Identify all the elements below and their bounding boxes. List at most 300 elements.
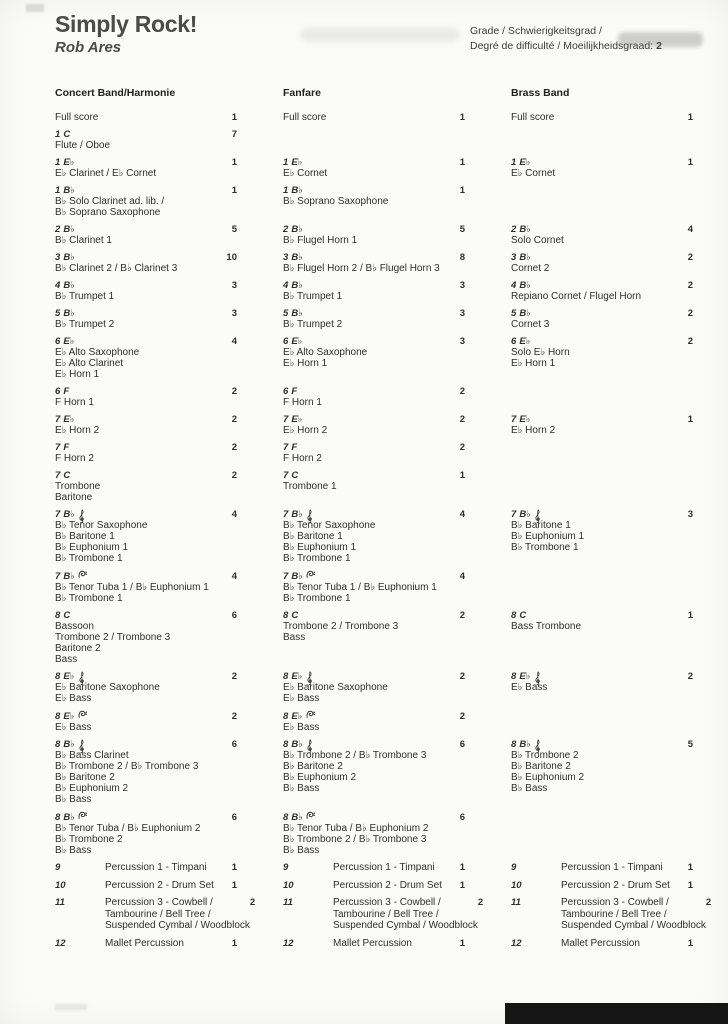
part-entry <box>283 509 465 564</box>
part-code-line <box>55 157 237 168</box>
part-entry <box>283 386 465 408</box>
part-label: Full score <box>283 112 327 123</box>
part-code-line <box>55 470 237 481</box>
part-code: 8 B♭ <box>55 739 76 750</box>
grade-block <box>470 24 715 54</box>
part-entry <box>55 252 237 274</box>
part-code-line <box>511 280 693 291</box>
quantity: 8 <box>459 252 465 263</box>
instrument-line: Solo Cornet <box>511 235 564 246</box>
percussion-name <box>333 880 460 892</box>
part-code-line <box>511 157 693 168</box>
instrument-line: E♭ Alto Saxophone <box>55 347 140 358</box>
part-code: 8 C <box>283 610 299 621</box>
instrument-line: B♭ Tenor Saxophone <box>283 520 376 531</box>
percussion-name-line: Mallet Percussion <box>561 937 640 949</box>
part-entry <box>511 414 693 436</box>
column-header: Concert Band/Harmonie <box>55 87 176 99</box>
part-code: 6 F <box>55 386 70 397</box>
instrument-line: Repiano Cornet / Flugel Horn <box>511 291 642 302</box>
instrument-line: B♭ Trombone 2 / B♭ Trombone 3 <box>283 834 427 845</box>
percussion-name-line: Tambourine / Bell Tree / <box>333 908 439 920</box>
part-entry <box>55 739 237 805</box>
percussion-name-line: Percussion 3 - Cowbell / <box>561 897 669 908</box>
instrument-line: Trombone 2 / Trombone 3 <box>55 632 171 643</box>
percussion-entry <box>511 938 693 950</box>
grade-label-line2: Degré de difficulté / Moeilijkheidsgraad: 2 <box>470 40 662 52</box>
part-code-line <box>283 414 465 425</box>
part-entry <box>511 336 693 369</box>
part-code: 8 E♭ <box>55 671 75 682</box>
part-code-line <box>55 129 237 140</box>
percussion-entry <box>511 880 693 892</box>
part-entry <box>55 710 237 733</box>
instrument-line: B♭ Baritone 1 <box>511 520 571 531</box>
part-entry <box>283 442 465 464</box>
part-code: 6 E♭ <box>511 336 531 347</box>
percussion-number: 11 <box>55 897 65 908</box>
instrument-line: B♭ Trombone 2 / B♭ Trombone 3 <box>283 750 427 761</box>
instrument-line: E♭ Horn 1 <box>55 369 100 380</box>
instrument-line: B♭ Flugel Horn 1 <box>283 235 358 246</box>
part-entry <box>55 112 237 123</box>
percussion-entry <box>283 862 465 874</box>
instrument-line: Trombone 1 <box>283 481 337 492</box>
instrument-line: E♭ Horn 2 <box>55 425 100 436</box>
instrument-line: B♭ Euphonium 2 <box>283 772 357 783</box>
part-code: 8 E♭ <box>283 711 303 722</box>
part-code-line <box>511 308 693 319</box>
instrument-line: B♭ Bass <box>55 845 92 856</box>
part-entry <box>511 610 693 632</box>
part-code: 7 C <box>55 470 71 481</box>
instrument-line: E♭ Bass <box>55 722 92 733</box>
part-code: 7 E♭ <box>283 414 303 425</box>
part-code-line <box>55 610 237 621</box>
percussion-name <box>105 862 232 874</box>
part-entry <box>511 671 693 693</box>
quantity: 4 <box>231 509 237 520</box>
percussion-name-line: Suspended Cymbal / Woodblock <box>105 920 250 931</box>
part-code: 1 E♭ <box>283 157 303 168</box>
percussion-name-line: Suspended Cymbal / Woodblock <box>333 920 478 931</box>
percussion-name-line: Percussion 3 - Cowbell / <box>333 897 441 908</box>
part-code-line <box>283 442 465 453</box>
part-code-line <box>55 811 237 823</box>
part-entry <box>55 470 237 503</box>
percussion-name-line: Percussion 2 - Drum Set <box>561 879 670 891</box>
instrument-line: B♭ Bass <box>55 794 92 805</box>
bass-clef-icon <box>306 570 315 579</box>
part-code-line <box>283 157 465 168</box>
part-entry <box>511 224 693 246</box>
percussion-name <box>105 938 232 950</box>
part-code-line <box>55 671 237 682</box>
instrument-line: E♭ Bass <box>283 722 320 733</box>
quantity: 4 <box>459 509 465 520</box>
quantity: 1 <box>231 157 237 168</box>
quantity: 5 <box>459 224 465 235</box>
bass-clef-icon <box>78 710 87 719</box>
quantity: 3 <box>687 509 693 520</box>
part-entry <box>55 185 237 218</box>
part-code: 7 C <box>283 470 299 481</box>
instrument-line: E♭ Clarinet / E♭ Cornet <box>55 168 157 179</box>
instrument-line: B♭ Clarinet 1 <box>55 235 112 246</box>
quantity: 2 <box>459 610 465 621</box>
part-code-line <box>283 185 465 196</box>
scan-smudge <box>300 28 460 42</box>
quantity: 3 <box>231 308 237 319</box>
part-code-line <box>283 252 465 263</box>
instrument-line: E♭ Bass <box>55 693 92 704</box>
part-code: 4 B♭ <box>283 280 304 291</box>
quantity: 2 <box>231 386 237 397</box>
bass-clef-icon <box>306 811 315 820</box>
scan-black-bar <box>505 1003 728 1024</box>
instrument-line: E♭ Alto Clarinet <box>55 358 124 369</box>
percussion-number: 9 <box>283 862 289 873</box>
percussion-name <box>561 897 706 932</box>
grade-value: 2 <box>656 40 662 52</box>
part-code: 1 B♭ <box>55 185 76 196</box>
instrument-line: B♭ Trombone 1 <box>55 553 123 564</box>
quantity: 2 <box>687 336 693 347</box>
part-entry <box>283 811 465 856</box>
quantity: 1 <box>231 112 237 123</box>
instrument-line: Cornet 2 <box>511 263 550 274</box>
bass-clef-icon <box>306 710 315 719</box>
quantity: 6 <box>459 812 465 823</box>
instrument-line: E♭ Bass <box>511 682 548 693</box>
part-code: 4 B♭ <box>511 280 532 291</box>
percussion-name <box>561 880 688 892</box>
instrument-line: E♭ Horn 2 <box>283 425 328 436</box>
quantity: 1 <box>687 937 693 949</box>
part-code: 7 B♭ <box>55 571 76 582</box>
instrument-line: B♭ Bass Clarinet <box>55 750 129 761</box>
quantity: 6 <box>231 812 237 823</box>
page-title: Simply Rock! <box>55 11 198 37</box>
part-code-line <box>283 671 465 682</box>
instrument-line: E♭ Horn 2 <box>511 425 556 436</box>
percussion-number: 10 <box>283 879 294 891</box>
column-header: Fanfare <box>283 87 321 99</box>
composer-name: Rob Ares <box>55 39 122 57</box>
quantity: 2 <box>687 252 693 263</box>
column-header: Brass Band <box>511 87 570 99</box>
instrument-line: B♭ Baritone 2 <box>511 761 571 772</box>
part-entry <box>283 157 465 179</box>
part-code-line <box>55 308 237 319</box>
quantity: 2 <box>249 897 256 908</box>
instrument-line: B♭ Trumpet 2 <box>283 319 343 330</box>
part-code: 7 B♭ <box>55 509 76 520</box>
percussion-name-line: Percussion 3 - Cowbell / <box>105 897 213 908</box>
percussion-number: 12 <box>55 937 66 949</box>
percussion-entry <box>511 862 693 874</box>
percussion-name <box>333 897 478 932</box>
part-code-line <box>511 224 693 235</box>
scan-smudge <box>26 4 44 12</box>
part-code: 7 E♭ <box>511 414 531 425</box>
percussion-entry <box>283 938 465 950</box>
part-entry <box>55 509 237 564</box>
part-entry <box>55 129 237 151</box>
quantity: 1 <box>459 185 465 196</box>
instrument-line: E♭ Horn 1 <box>283 358 328 369</box>
quantity: 1 <box>687 879 693 891</box>
percussion-number: 9 <box>511 862 517 873</box>
instrument-line: B♭ Trombone 2 / B♭ Trombone 3 <box>55 761 199 772</box>
instrument-line: B♭ Flugel Horn 2 / B♭ Flugel Horn 3 <box>283 263 440 274</box>
part-code-line <box>283 112 465 123</box>
part-entry <box>511 509 693 553</box>
part-code-line <box>283 570 465 582</box>
part-entry <box>511 157 693 179</box>
part-code: 7 F <box>283 442 298 453</box>
quantity: 2 <box>231 671 237 682</box>
instrument-line: B♭ Baritone 2 <box>55 772 115 783</box>
quantity: 2 <box>459 671 465 682</box>
part-code-line <box>55 112 237 123</box>
part-entry <box>55 442 237 464</box>
instrument-line: Trombone <box>55 481 101 492</box>
part-code-line <box>283 509 465 520</box>
part-code: 7 B♭ <box>283 509 304 520</box>
part-code-line <box>283 280 465 291</box>
part-entry <box>283 671 465 704</box>
instrument-line: E♭ Cornet <box>511 168 556 179</box>
quantity: 1 <box>231 185 237 196</box>
quantity: 1 <box>231 879 237 891</box>
percussion-entry <box>55 938 237 950</box>
part-code-line <box>55 252 237 263</box>
instrument-line: B♭ Solo Clarinet ad. lib. / <box>55 196 165 207</box>
instrument-line: B♭ Trumpet 1 <box>55 291 115 302</box>
quantity: 2 <box>459 414 465 425</box>
part-code-line <box>283 811 465 823</box>
instrument-line: B♭ Baritone 2 <box>283 761 343 772</box>
part-entry <box>55 308 237 330</box>
quantity: 5 <box>687 739 693 750</box>
part-code: 7 B♭ <box>283 571 304 582</box>
part-label: Full score <box>55 112 99 123</box>
instrument-line: B♭ Soprano Saxophone <box>283 196 389 207</box>
part-code: 8 E♭ <box>283 671 303 682</box>
part-code-line <box>55 442 237 453</box>
quantity: 6 <box>459 739 465 750</box>
instrument-line: Bass <box>55 654 78 665</box>
instrument-line: B♭ Baritone 1 <box>283 531 343 542</box>
instrument-line: B♭ Clarinet 2 / B♭ Clarinet 3 <box>55 263 178 274</box>
instrument-line: B♭ Trombone 2 <box>511 750 579 761</box>
percussion-number: 12 <box>283 937 294 949</box>
part-code: 3 B♭ <box>55 252 76 263</box>
part-code-line <box>55 509 237 520</box>
part-code: 1 C <box>55 129 71 140</box>
instrument-line: B♭ Soprano Saxophone <box>55 207 161 218</box>
instrument-line: F Horn 2 <box>283 453 322 464</box>
quantity: 1 <box>687 112 693 123</box>
quantity: 1 <box>459 879 465 891</box>
part-code-line <box>283 336 465 347</box>
part-entry <box>283 224 465 246</box>
instrument-line: B♭ Trombone 1 <box>283 553 351 564</box>
quantity: 2 <box>705 897 712 908</box>
percussion-name <box>333 862 460 874</box>
percussion-number: 11 <box>283 897 293 908</box>
percussion-entry <box>283 880 465 892</box>
quantity: 2 <box>477 897 484 908</box>
instrument-line: B♭ Euphonium 1 <box>511 531 585 542</box>
quantity: 2 <box>231 470 237 481</box>
percussion-name-line: Mallet Percussion <box>105 937 184 949</box>
part-code-line <box>511 610 693 621</box>
instrument-line: B♭ Trumpet 1 <box>283 291 343 302</box>
part-entry <box>55 610 237 665</box>
percussion-entry <box>283 897 484 932</box>
part-code-line <box>55 386 237 397</box>
part-code-line <box>55 224 237 235</box>
quantity: 4 <box>687 224 693 235</box>
part-entry <box>283 280 465 302</box>
quantity: 6 <box>231 610 237 621</box>
part-code-line <box>55 336 237 347</box>
part-entry <box>55 280 237 302</box>
quantity: 1 <box>231 937 237 949</box>
part-entry <box>55 414 237 436</box>
grade-label-line1: Grade / Schwierigkeitsgrad / <box>470 25 602 37</box>
instrument-line: B♭ Bass <box>511 783 548 794</box>
percussion-number: 9 <box>55 862 61 873</box>
part-entry <box>283 336 465 369</box>
part-entry <box>511 280 693 302</box>
instrument-line: Bass <box>283 632 306 643</box>
quantity: 2 <box>231 442 237 453</box>
instrument-line: Baritone 2 <box>55 643 101 654</box>
title-block <box>55 12 197 56</box>
part-entry <box>55 570 237 604</box>
quantity: 7 <box>231 129 237 140</box>
quantity: 2 <box>231 711 237 722</box>
quantity: 10 <box>226 252 237 263</box>
percussion-number: 10 <box>55 879 66 891</box>
part-code-line <box>511 671 693 682</box>
part-code: 5 B♭ <box>511 308 532 319</box>
part-code: 8 B♭ <box>55 812 76 823</box>
quantity: 3 <box>459 280 465 291</box>
scan-smudge <box>55 1004 87 1010</box>
part-entry <box>283 185 465 207</box>
part-entry <box>55 336 237 380</box>
quantity: 2 <box>687 308 693 319</box>
percussion-name-line: Percussion 2 - Drum Set <box>105 879 214 891</box>
percussion-name-line: Tambourine / Bell Tree / <box>561 908 667 920</box>
instrument-line: B♭ Trombone 1 <box>283 593 351 604</box>
part-entry <box>511 308 693 330</box>
part-entry <box>283 610 465 643</box>
instrument-line: B♭ Baritone 1 <box>55 531 115 542</box>
percussion-entry <box>511 897 712 932</box>
percussion-name <box>333 938 460 950</box>
part-code-line <box>283 710 465 722</box>
part-entry <box>283 308 465 330</box>
percussion-name <box>561 862 688 874</box>
quantity: 1 <box>231 862 237 873</box>
part-code-line <box>511 336 693 347</box>
quantity: 2 <box>459 442 465 453</box>
percussion-number: 10 <box>511 879 522 891</box>
part-code: 2 B♭ <box>511 224 532 235</box>
bass-clef-icon <box>78 570 87 579</box>
percussion-name-line: Suspended Cymbal / Woodblock <box>561 920 706 931</box>
quantity: 2 <box>231 414 237 425</box>
part-label: Full score <box>511 112 555 123</box>
part-entry <box>283 570 465 604</box>
part-code: 1 E♭ <box>511 157 531 168</box>
part-code: 8 C <box>55 610 71 621</box>
instrument-line: B♭ Tenor Saxophone <box>55 520 148 531</box>
quantity: 2 <box>687 671 693 682</box>
quantity: 2 <box>459 711 465 722</box>
part-code: 6 E♭ <box>283 336 303 347</box>
quantity: 4 <box>231 571 237 582</box>
instrument-line: B♭ Trombone 1 <box>511 542 579 553</box>
instrument-line: E♭ Baritone Saxophone <box>55 682 160 693</box>
instrument-line: B♭ Tenor Tuba / B♭ Euphonium 2 <box>55 823 201 834</box>
instrument-line: B♭ Tenor Tuba 1 / B♭ Euphonium 1 <box>55 582 209 593</box>
quantity: 3 <box>231 280 237 291</box>
part-entry <box>511 252 693 274</box>
part-code: 8 B♭ <box>511 739 532 750</box>
instrument-line: B♭ Tenor Tuba / B♭ Euphonium 2 <box>283 823 429 834</box>
instrument-line: Bassoon <box>55 621 94 632</box>
quantity: 5 <box>231 224 237 235</box>
instrument-line: Solo E♭ Horn <box>511 347 570 358</box>
part-code: 1 E♭ <box>55 157 75 168</box>
part-code-line <box>55 185 237 196</box>
part-entry <box>55 157 237 179</box>
percussion-number: 11 <box>511 897 521 908</box>
part-entry <box>283 710 465 733</box>
instrument-line: F Horn 1 <box>283 397 322 408</box>
part-code: 1 B♭ <box>283 185 304 196</box>
quantity: 6 <box>231 739 237 750</box>
part-code: 7 B♭ <box>511 509 532 520</box>
part-code: 5 B♭ <box>55 308 76 319</box>
part-code-line <box>511 414 693 425</box>
part-code: 2 B♭ <box>55 224 76 235</box>
instrument-line: E♭ Baritone Saxophone <box>283 682 388 693</box>
part-entry <box>283 739 465 794</box>
quantity: 2 <box>687 280 693 291</box>
quantity: 1 <box>459 112 465 123</box>
instrument-line: Trombone 2 / Trombone 3 <box>283 621 399 632</box>
part-entry <box>511 112 693 123</box>
part-code-line <box>55 570 237 582</box>
instrument-line: E♭ Alto Saxophone <box>283 347 368 358</box>
instrument-line: B♭ Trombone 2 <box>55 834 123 845</box>
instrument-line: Bass Trombone <box>511 621 582 632</box>
percussion-entry <box>55 862 237 874</box>
part-code-line <box>511 252 693 263</box>
quantity: 1 <box>459 937 465 949</box>
part-code: 5 B♭ <box>283 308 304 319</box>
percussion-name-line: Percussion 2 - Drum Set <box>333 879 442 891</box>
part-code: 8 E♭ <box>55 711 75 722</box>
part-code: 7 F <box>55 442 70 453</box>
